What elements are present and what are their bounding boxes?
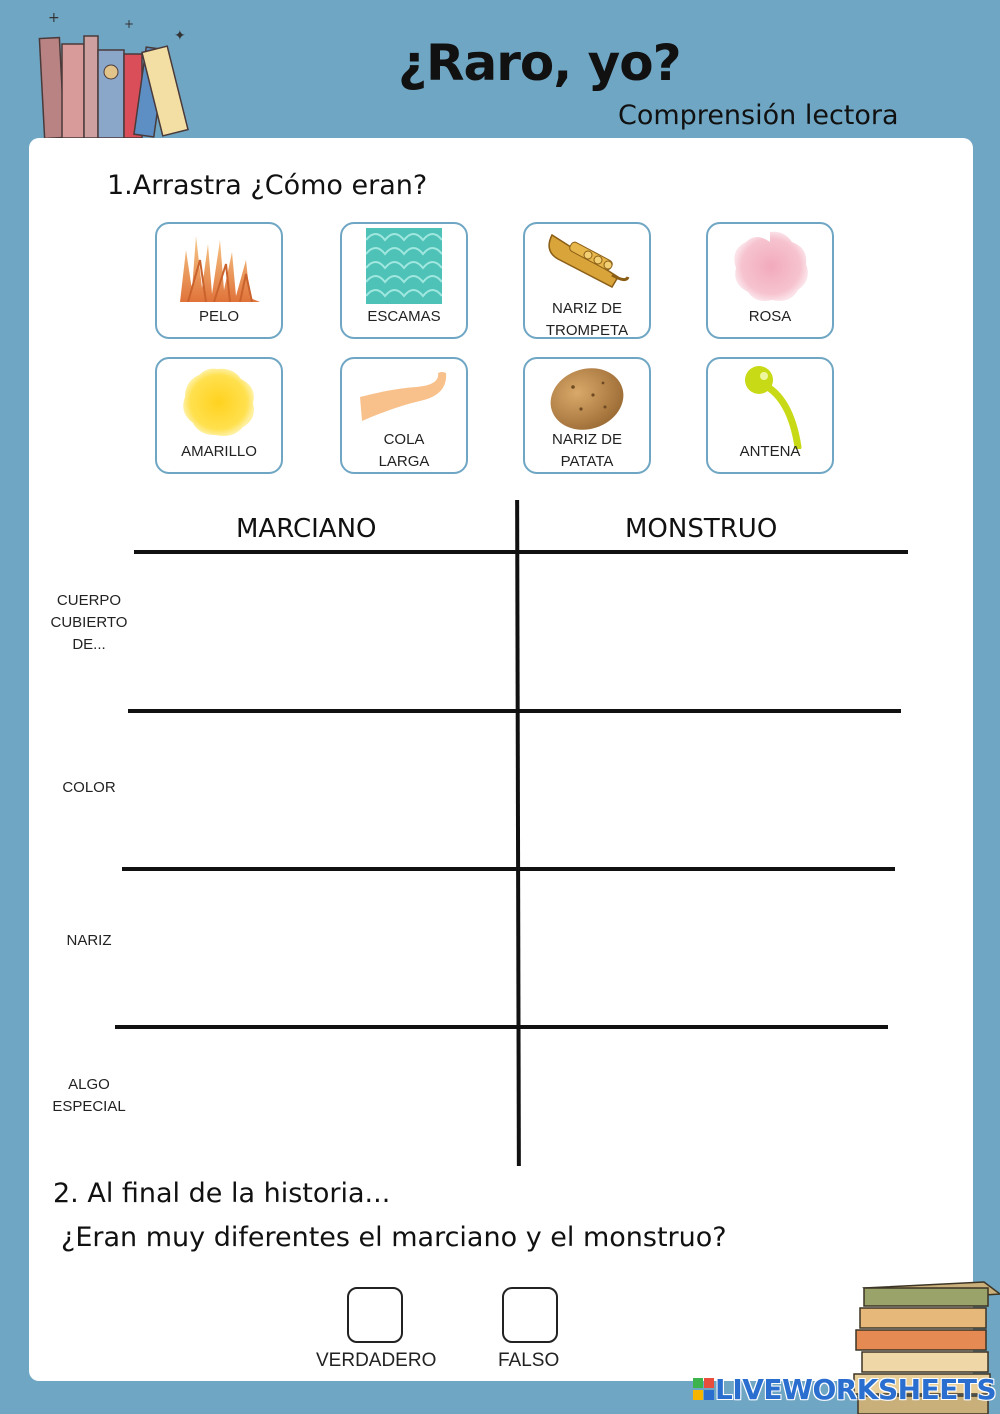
drag-card-cola-larga[interactable] — [340, 357, 468, 474]
drop-zone-monstruo-color[interactable] — [524, 715, 898, 865]
page-subtitle: Comprensión lectora — [618, 100, 899, 131]
tail-icon — [358, 367, 450, 423]
svg-text:+: + — [124, 17, 135, 31]
potato-icon — [547, 365, 627, 433]
drag-card-nariz-patata[interactable] — [523, 357, 651, 474]
liveworksheets-wordmark: LIVEWORKSHEETS — [715, 1373, 997, 1406]
pink-blob-icon — [728, 228, 812, 304]
drop-zone-monstruo-especial[interactable] — [524, 1031, 888, 1165]
row-label-nariz: NARIZ — [66, 932, 112, 949]
drag-card-antena[interactable] — [706, 357, 834, 474]
question-2-question: ¿Eran muy diferentes el marciano y el monstruo? — [61, 1222, 727, 1253]
option-label-verdadero: VERDADERO — [316, 1350, 437, 1371]
option-label-falso: FALSO — [498, 1350, 560, 1371]
drop-zone-marciano-especial[interactable] — [120, 1031, 512, 1165]
drop-zone-marciano-nariz[interactable] — [128, 873, 512, 1023]
fur-icon — [176, 230, 262, 302]
row-label-especial: ALGO ESPECIAL — [52, 1076, 126, 1115]
liveworksheets-logo — [693, 1373, 996, 1406]
drag-card-rosa[interactable] — [706, 222, 834, 339]
card-label: ANTENA — [739, 443, 801, 460]
liveworksheets-mark-icon — [693, 1378, 715, 1402]
card-label: AMARILLO — [181, 443, 257, 460]
svg-text:✦: ✦ — [174, 28, 186, 44]
drag-card-pelo[interactable] — [155, 222, 283, 339]
column-header-marciano: MARCIANO — [236, 514, 377, 544]
card-label: NARIZ DE TROMPETA — [545, 300, 629, 339]
drag-card-amarillo[interactable] — [155, 357, 283, 474]
table-row-line — [122, 867, 895, 871]
antenna-icon — [742, 363, 808, 449]
checkbox-verdadero[interactable] — [347, 1287, 403, 1343]
question-1-prompt: 1.Arrastra ¿Cómo eran? — [107, 170, 428, 201]
row-label-color: COLOR — [62, 779, 116, 796]
table-row-line — [115, 1025, 888, 1029]
table-row-line — [128, 709, 901, 713]
card-label: PELO — [198, 308, 240, 325]
card-label: COLA LARGA — [378, 431, 430, 470]
column-header-monstruo: MONSTRUO — [625, 514, 778, 544]
books-stack-icon — [36, 8, 196, 140]
table-header-line — [134, 550, 908, 554]
drop-zone-marciano-color[interactable] — [134, 715, 512, 865]
scales-icon — [366, 228, 442, 304]
drop-zone-monstruo-nariz[interactable] — [524, 873, 892, 1023]
drag-card-escamas[interactable] — [340, 222, 468, 339]
question-2-prompt: 2. Al final de la historia... — [53, 1178, 391, 1209]
yellow-blob-icon — [177, 365, 261, 437]
drop-zone-marciano-cuerpo[interactable] — [140, 556, 512, 706]
svg-text:+: + — [48, 10, 60, 26]
trumpet-icon — [544, 229, 630, 295]
card-label: NARIZ DE PATATA — [551, 431, 622, 470]
row-label-cuerpo: CUERPO CUBIERTO DE... — [50, 592, 128, 653]
checkbox-falso[interactable] — [502, 1287, 558, 1343]
drop-zone-monstruo-cuerpo[interactable] — [524, 556, 904, 706]
drag-card-nariz-trompeta[interactable] — [523, 222, 651, 339]
card-label: ESCAMAS — [367, 308, 441, 325]
card-label: ROSA — [748, 308, 792, 325]
page-title: ¿Raro, yo? — [398, 34, 681, 92]
